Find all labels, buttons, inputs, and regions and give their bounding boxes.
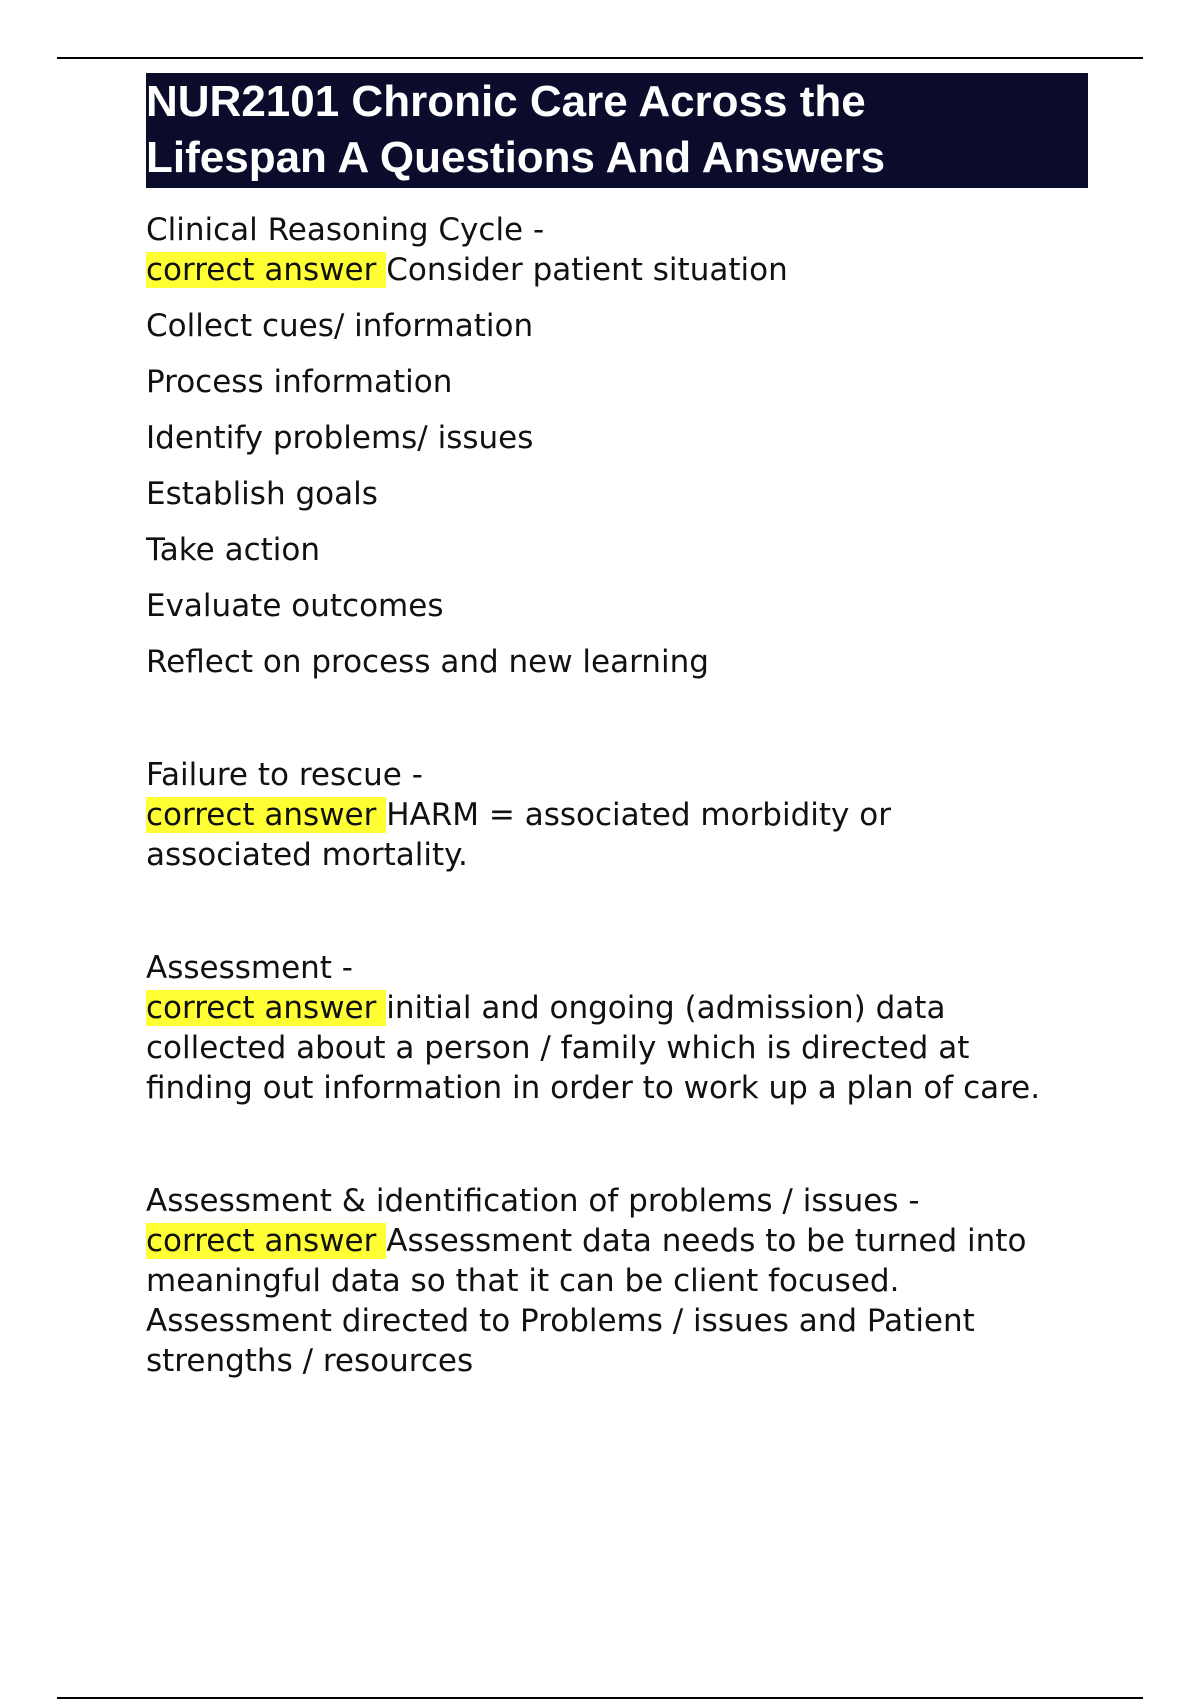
answer-text: Consider patient situation (386, 252, 788, 288)
title-line-2: Lifespan A Questions And Answers (146, 133, 886, 182)
answer-line (146, 795, 1091, 835)
bottom-rule (57, 1697, 1143, 1699)
correct-answer-marker: correct answer (146, 797, 387, 833)
question: Assessment & identification of problems / issues - (146, 1183, 920, 1219)
answer-continuation: collected about a person / family which is directed at (146, 1030, 970, 1066)
step-item: Collect cues/ information (146, 308, 534, 344)
top-rule (57, 57, 1143, 59)
qa-entry-assessment-identification (146, 1181, 1091, 1381)
document-title (146, 73, 1088, 188)
answer-line (146, 250, 1091, 290)
correct-answer-marker: correct answer (146, 990, 387, 1026)
answer-line (146, 1221, 1091, 1261)
question: Assessment - (146, 950, 353, 986)
reasoning-steps (146, 306, 1091, 682)
step-item: Evaluate outcomes (146, 588, 444, 624)
answer-text: Assessment data needs to be turned into (386, 1223, 1027, 1259)
title-line-1: NUR2101 Chronic Care Across the (146, 77, 866, 126)
correct-answer-marker: correct answer (146, 252, 387, 288)
answer-continuation: associated mortality. (146, 837, 468, 873)
question: Clinical Reasoning Cycle - (146, 212, 545, 248)
document-body (146, 73, 1091, 1454)
step-item: Process information (146, 364, 453, 400)
step-item: Establish goals (146, 476, 378, 512)
answer-continuation: strengths / resources (146, 1343, 474, 1379)
answer-text: HARM = associated morbidity or (386, 797, 891, 833)
qa-entry-assessment (146, 948, 1091, 1108)
answer-text: initial and ongoing (admission) data (386, 990, 946, 1026)
step-item: Reflect on process and new learning (146, 644, 709, 680)
qa-entry-failure-to-rescue (146, 755, 1091, 875)
answer-continuation: Assessment directed to Problems / issues and Patient (146, 1303, 975, 1339)
answer-continuation: finding out information in order to work up a plan of care. (146, 1070, 1041, 1106)
question: Failure to rescue - (146, 757, 423, 793)
step-item: Identify problems/ issues (146, 420, 534, 456)
step-item: Take action (146, 532, 320, 568)
answer-continuation: meaningful data so that it can be client focused. (146, 1263, 900, 1299)
answer-line (146, 988, 1091, 1028)
qa-entry-clinical-reasoning-cycle (146, 210, 1091, 682)
correct-answer-marker: correct answer (146, 1223, 387, 1259)
